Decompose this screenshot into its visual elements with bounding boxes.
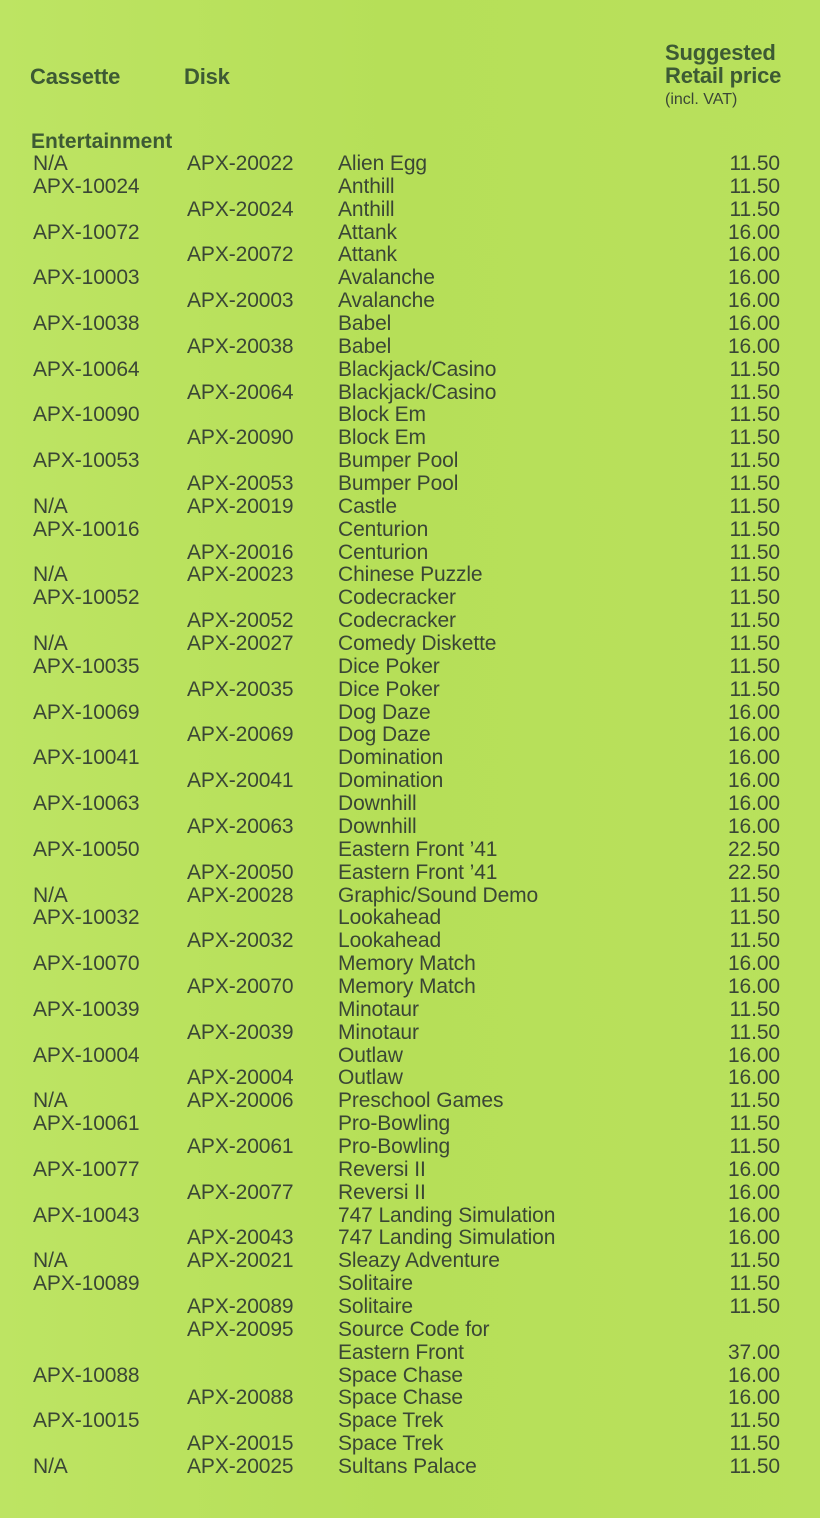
disk-code: APX-20064 <box>187 380 294 404</box>
table-row <box>0 335 820 358</box>
table-row <box>0 609 820 632</box>
price-value: 11.50 <box>729 357 780 381</box>
price-value: 11.50 <box>729 1272 780 1296</box>
program-title: Lookahead <box>338 906 442 930</box>
table-row <box>0 1158 820 1181</box>
program-title: Castle <box>338 494 397 518</box>
table-row <box>0 381 820 404</box>
disk-code: APX-20016 <box>187 540 294 564</box>
cassette-code: APX-10088 <box>33 1363 140 1387</box>
price-value: 11.50 <box>729 152 780 175</box>
table-row <box>0 1249 820 1272</box>
program-title: Eastern Front ’41 <box>338 860 498 884</box>
price-value: 11.50 <box>729 472 780 496</box>
disk-code: APX-20072 <box>187 243 294 267</box>
price-value: 11.50 <box>729 906 780 930</box>
disk-code: APX-20003 <box>187 289 294 313</box>
program-title: Reversi II <box>338 1180 426 1204</box>
price-value: 16.00 <box>727 1180 780 1204</box>
table-row <box>0 266 820 289</box>
price-value: 11.50 <box>729 449 780 473</box>
price-value: 16.00 <box>727 266 780 290</box>
table-row <box>0 152 820 175</box>
price-value: 11.50 <box>729 1409 780 1433</box>
table-row <box>0 541 820 564</box>
price-value: 16.00 <box>727 1226 780 1250</box>
cassette-code: N/A <box>33 1249 68 1273</box>
price-value: 11.50 <box>729 1249 780 1273</box>
table-row <box>0 998 820 1021</box>
program-title: Blackjack/Casino <box>338 357 497 381</box>
cassette-code: APX-10032 <box>33 906 140 930</box>
disk-code: APX-20050 <box>187 860 294 884</box>
price-value: 11.50 <box>729 609 780 633</box>
disk-code: APX-20023 <box>187 563 294 587</box>
program-title: Dice Poker <box>338 677 440 701</box>
disk-code: APX-20089 <box>187 1294 294 1318</box>
price-value: 11.50 <box>729 632 780 656</box>
program-title: Minotaur <box>338 1020 419 1044</box>
cassette-code: APX-10072 <box>33 220 140 244</box>
cassette-code: APX-10061 <box>33 1112 140 1136</box>
program-title: Domination <box>338 769 444 793</box>
price-value: 11.50 <box>729 1294 780 1318</box>
program-title: Space Trek <box>338 1409 444 1433</box>
cassette-code: APX-10052 <box>33 586 140 610</box>
table-row <box>0 586 820 609</box>
price-value: 11.50 <box>729 540 780 564</box>
cassette-code: N/A <box>33 632 68 656</box>
program-title: Space Trek <box>338 1432 444 1456</box>
price-value: 11.50 <box>729 494 780 518</box>
cassette-code: APX-10077 <box>33 1157 140 1181</box>
price-value: 16.00 <box>727 1157 780 1181</box>
disk-code: APX-20032 <box>187 929 294 953</box>
table-row <box>0 929 820 952</box>
program-title: Blackjack/Casino <box>338 380 497 404</box>
program-title: Solitaire <box>338 1272 413 1296</box>
disk-code: APX-20043 <box>187 1226 294 1250</box>
disk-code: APX-20053 <box>187 472 294 496</box>
disk-code: APX-20061 <box>187 1134 294 1158</box>
table-row <box>0 975 820 998</box>
table-row <box>0 1044 820 1067</box>
table-row <box>0 1432 820 1455</box>
cassette-code: N/A <box>33 1089 68 1113</box>
disk-code: APX-20028 <box>187 883 294 907</box>
price-value: 11.50 <box>729 403 780 427</box>
table-row <box>0 1112 820 1135</box>
price-value: 11.50 <box>729 929 780 953</box>
table-row <box>0 449 820 472</box>
cassette-code: N/A <box>33 883 68 907</box>
price-value: 11.50 <box>729 1089 780 1113</box>
price-value: 11.50 <box>729 1020 780 1044</box>
price-table <box>0 152 820 1478</box>
price-value: 11.50 <box>729 586 780 610</box>
price-value: 16.00 <box>727 746 780 770</box>
price-value: 16.00 <box>727 1043 780 1067</box>
price-value: 16.00 <box>727 700 780 724</box>
table-row <box>0 746 820 769</box>
cassette-code: APX-10016 <box>33 517 140 541</box>
table-row <box>0 723 820 746</box>
table-row <box>0 952 820 975</box>
price-value: 22.50 <box>727 837 780 861</box>
price-value: 11.50 <box>729 1112 780 1136</box>
table-row <box>0 518 820 541</box>
cassette-code: APX-10038 <box>33 312 140 336</box>
program-title: Source Code for <box>338 1317 490 1341</box>
program-title: Pro-Bowling <box>338 1112 451 1136</box>
price-value: 16.00 <box>727 1386 780 1410</box>
disk-code: APX-20015 <box>187 1432 294 1456</box>
table-row <box>0 495 820 518</box>
disk-code: APX-20035 <box>187 677 294 701</box>
cassette-code: N/A <box>33 494 68 518</box>
cassette-code: APX-10063 <box>33 792 140 816</box>
cassette-code: APX-10064 <box>33 357 140 381</box>
program-title: Anthill <box>338 197 395 221</box>
price-value: 11.50 <box>729 1432 780 1456</box>
program-title: Bumper Pool <box>338 472 459 496</box>
table-row <box>0 884 820 907</box>
disk-code: APX-20022 <box>187 152 294 175</box>
disk-code: APX-20004 <box>187 1066 294 1090</box>
disk-code: APX-20038 <box>187 334 294 358</box>
price-value: 16.00 <box>727 723 780 747</box>
disk-code: APX-20088 <box>187 1386 294 1410</box>
table-row <box>0 289 820 312</box>
cassette-code: APX-10024 <box>33 174 140 198</box>
table-row <box>0 1135 820 1158</box>
table-row <box>0 1318 820 1341</box>
price-value: 16.00 <box>727 792 780 816</box>
price-value: 11.50 <box>729 197 780 221</box>
cassette-code: APX-10053 <box>33 449 140 473</box>
price-value: 16.00 <box>727 289 780 313</box>
disk-code: APX-20063 <box>187 814 294 838</box>
table-row <box>0 198 820 221</box>
price-value: 11.50 <box>729 174 780 198</box>
disk-code: APX-20019 <box>187 494 294 518</box>
table-row <box>0 312 820 335</box>
table-row <box>0 1226 820 1249</box>
table-row <box>0 1089 820 1112</box>
table-row <box>0 861 820 884</box>
cassette-code: APX-10069 <box>33 700 140 724</box>
program-title: Outlaw <box>338 1043 403 1067</box>
program-title: Chinese Puzzle <box>338 563 483 587</box>
table-row <box>0 1364 820 1387</box>
program-title: Comedy Diskette <box>338 632 497 656</box>
disk-code: APX-20052 <box>187 609 294 633</box>
disk-code: APX-20021 <box>187 1249 294 1273</box>
price-value: 16.00 <box>727 1066 780 1090</box>
disk-code: APX-20070 <box>187 974 294 998</box>
program-title: Downhill <box>338 814 417 838</box>
table-row <box>0 563 820 586</box>
disk-code: APX-20090 <box>187 426 294 450</box>
price-header-line1: Suggested <box>665 40 776 65</box>
disk-code: APX-20077 <box>187 1180 294 1204</box>
table-row <box>0 792 820 815</box>
price-value: 11.50 <box>729 654 780 678</box>
price-value: 11.50 <box>729 517 780 541</box>
price-value: 16.00 <box>727 220 780 244</box>
program-title: Codecracker <box>338 586 456 610</box>
price-value: 11.50 <box>729 563 780 587</box>
disk-code: APX-20041 <box>187 769 294 793</box>
table-row <box>0 221 820 244</box>
program-title: Attank <box>338 220 397 244</box>
section-heading: Entertainment <box>31 130 173 153</box>
table-row <box>0 815 820 838</box>
program-title: Block Em <box>338 403 426 427</box>
program-title: Preschool Games <box>338 1089 504 1113</box>
cassette-code: N/A <box>33 563 68 587</box>
table-row <box>0 1295 820 1318</box>
price-value: 16.00 <box>727 769 780 793</box>
disk-column-header: Disk <box>184 64 230 89</box>
cassette-code: APX-10050 <box>33 837 140 861</box>
price-value: 16.00 <box>727 312 780 336</box>
disk-code: APX-20006 <box>187 1089 294 1113</box>
price-value: 11.50 <box>729 1454 780 1478</box>
program-title: Anthill <box>338 174 395 198</box>
program-title: Babel <box>338 334 392 358</box>
program-title: Avalanche <box>338 266 435 290</box>
cassette-code: APX-10035 <box>33 654 140 678</box>
price-value: 16.00 <box>727 952 780 976</box>
cassette-code: APX-10039 <box>33 997 140 1021</box>
disk-code: APX-20039 <box>187 1020 294 1044</box>
program-title: Centurion <box>338 517 429 541</box>
price-value: 11.50 <box>729 883 780 907</box>
table-row <box>0 678 820 701</box>
table-row <box>0 906 820 929</box>
program-title: Babel <box>338 312 392 336</box>
table-row <box>0 701 820 724</box>
price-value: 11.50 <box>729 426 780 450</box>
program-title: Attank <box>338 243 397 267</box>
cassette-code: N/A <box>33 1454 68 1478</box>
cassette-code: APX-10015 <box>33 1409 140 1433</box>
program-title: Dice Poker <box>338 654 440 678</box>
table-row <box>0 1204 820 1227</box>
table-row <box>0 243 820 266</box>
cassette-code: APX-10070 <box>33 952 140 976</box>
cassette-code: APX-10090 <box>33 403 140 427</box>
cassette-code: APX-10003 <box>33 266 140 290</box>
program-title: Sleazy Adventure <box>338 1249 500 1273</box>
table-row <box>0 1409 820 1432</box>
disk-code: APX-20025 <box>187 1454 294 1478</box>
program-title: Downhill <box>338 792 417 816</box>
program-title: Eastern Front ’41 <box>338 837 498 861</box>
program-title: Alien Egg <box>338 152 427 175</box>
table-row <box>0 1021 820 1044</box>
program-title: Dog Daze <box>338 700 431 724</box>
price-value: 16.00 <box>727 974 780 998</box>
vat-note: (incl. VAT) <box>665 91 738 108</box>
program-title: Pro-Bowling <box>338 1134 451 1158</box>
price-value: 11.50 <box>729 1134 780 1158</box>
table-row <box>0 769 820 792</box>
cassette-code: APX-10041 <box>33 746 140 770</box>
table-row <box>0 1386 820 1409</box>
program-title: Bumper Pool <box>338 449 459 473</box>
price-value: 16.00 <box>727 1203 780 1227</box>
disk-code: APX-20024 <box>187 197 294 221</box>
program-title: Reversi II <box>338 1157 426 1181</box>
cassette-code: APX-10043 <box>33 1203 140 1227</box>
price-value: 16.00 <box>727 814 780 838</box>
cassette-code: N/A <box>33 152 68 175</box>
program-title: Block Em <box>338 426 426 450</box>
disk-code: APX-20069 <box>187 723 294 747</box>
table-row <box>0 655 820 678</box>
table-row <box>0 1341 820 1364</box>
price-column-header <box>665 41 781 87</box>
program-title: Space Chase <box>338 1386 463 1410</box>
table-row <box>0 1272 820 1295</box>
program-title: Dog Daze <box>338 723 431 747</box>
table-row <box>0 1181 820 1204</box>
program-title: Memory Match <box>338 974 476 998</box>
program-title: Codecracker <box>338 609 456 633</box>
program-title: Centurion <box>338 540 429 564</box>
price-value: 11.50 <box>729 997 780 1021</box>
disk-code: APX-20027 <box>187 632 294 656</box>
program-title: 747 Landing Simulation <box>338 1203 556 1227</box>
price-header-line2: Retail price <box>665 63 782 88</box>
program-title: Sultans Palace <box>338 1454 477 1478</box>
table-row <box>0 1455 820 1478</box>
program-title: Space Chase <box>338 1363 463 1387</box>
program-title: Eastern Front <box>338 1340 464 1364</box>
price-value: 16.00 <box>727 1363 780 1387</box>
table-row <box>0 175 820 198</box>
table-row <box>0 838 820 861</box>
program-title: Lookahead <box>338 929 442 953</box>
disk-code: APX-20095 <box>187 1317 294 1341</box>
price-value: 11.50 <box>729 677 780 701</box>
table-row <box>0 472 820 495</box>
table-row <box>0 1066 820 1089</box>
price-value: 11.50 <box>729 380 780 404</box>
cassette-column-header: Cassette <box>30 64 121 89</box>
program-title: Memory Match <box>338 952 476 976</box>
price-value: 37.00 <box>727 1340 780 1364</box>
table-row <box>0 403 820 426</box>
price-value: 16.00 <box>727 243 780 267</box>
program-title: Outlaw <box>338 1066 403 1090</box>
program-title: Graphic/Sound Demo <box>338 883 539 907</box>
table-row <box>0 358 820 381</box>
program-title: Solitaire <box>338 1294 413 1318</box>
program-title: Minotaur <box>338 997 419 1021</box>
price-value: 16.00 <box>727 334 780 358</box>
price-value: 22.50 <box>727 860 780 884</box>
table-row <box>0 426 820 449</box>
cassette-code: APX-10004 <box>33 1043 140 1067</box>
program-title: Avalanche <box>338 289 435 313</box>
program-title: 747 Landing Simulation <box>338 1226 556 1250</box>
program-title: Domination <box>338 746 444 770</box>
table-row <box>0 632 820 655</box>
cassette-code: APX-10089 <box>33 1272 140 1296</box>
